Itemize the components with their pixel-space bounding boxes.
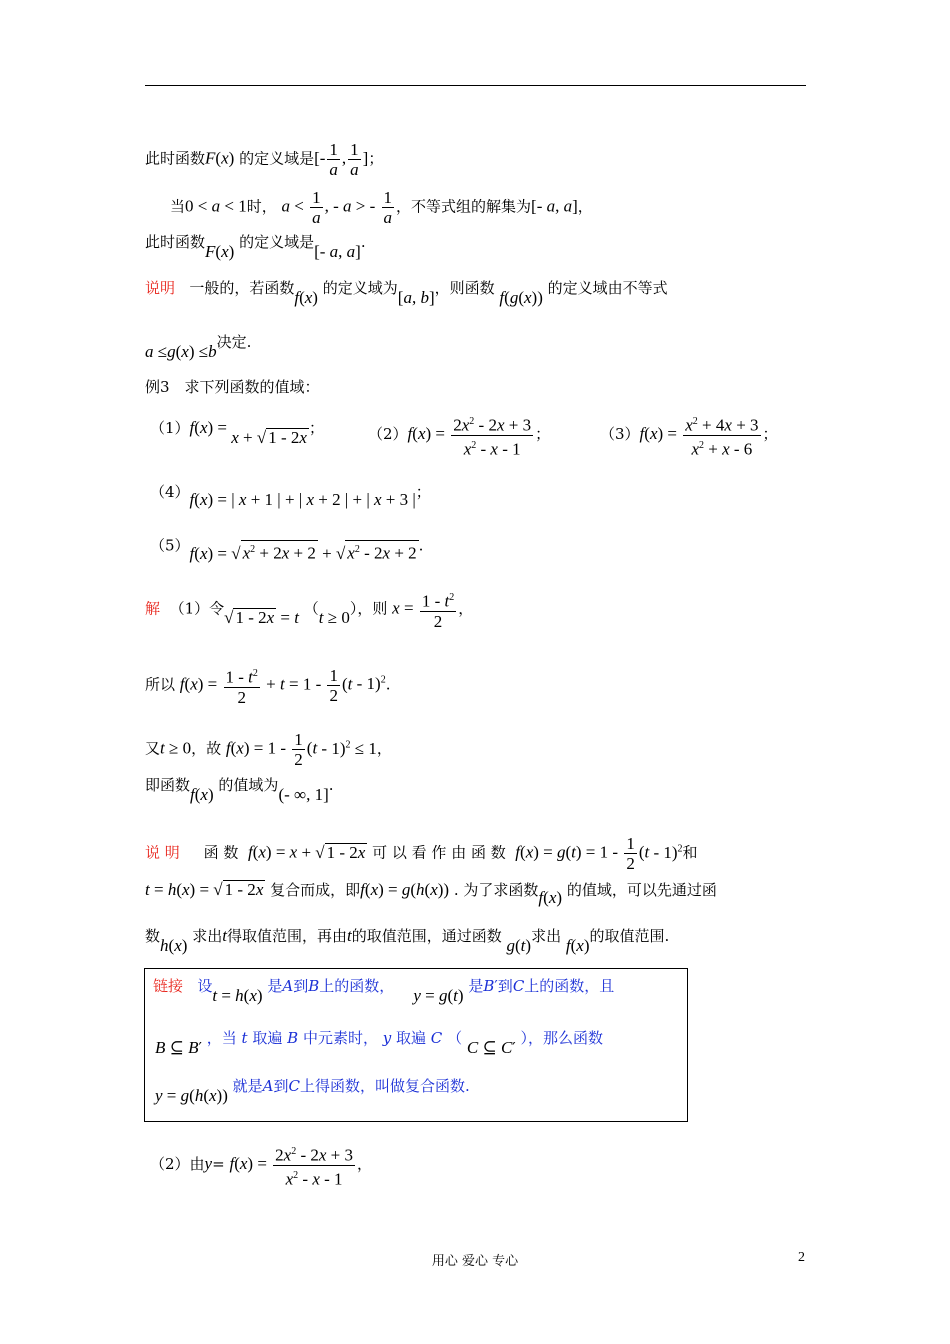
note-paragraph-2: a ≤g(x) ≤b决定.	[145, 333, 252, 361]
problem-5: （5）f(x) = √ $x^2 + 2x + 2$ + √ $x^2 - 2x + 2$ .	[150, 536, 424, 563]
header-rule	[145, 85, 806, 86]
problem-1: （1）f(x) = x + √ 1 - 2x ；	[150, 418, 324, 447]
page-number: 2	[798, 1250, 805, 1265]
line-case-2: 当0 < a < 1时， a < $\frac{1}{a}$ , - a > - $\frac{1}{a}$ ，不等式组的解集为[- a, a]，	[170, 188, 593, 227]
link-line-2: B ⊆ B′ ，当 t 取遍 B 中元素时， y 取遍 C （ C ⊆ C′ ），那么函数	[155, 1029, 603, 1057]
problem-3: （3）f(x) = $\frac{x^2 + 4x + 3}{x^2 + x - 6}$ ；	[600, 412, 778, 458]
note-2: 说 明 函 数 f(x) = x + √ 1 - 2x 可 以 看 作 由 函 数 f(x) = g(t) = 1 - $\frac{1}{2}$ (t - 1)$^2$和	[145, 834, 698, 873]
solution-2: （2）由y= f(x) = $\frac{2x^2 - 2x + 3}{x^2 - x - 1}$ ，	[150, 1142, 372, 1188]
link-line-3: y = g(h(x)) 就是A到C上得函数，叫做复合函数.	[155, 1077, 470, 1105]
example-3-heading: 例3 求下列函数的值域：	[145, 378, 320, 396]
link-line-1: 链接 设t = h(x) 是A到B上的函数， y = g(t) 是B′到C上的函数，且	[153, 977, 615, 1005]
solution-1-again: 又t ≥ 0，故 f(x) = 1 - $\frac{1}{2}$ (t - 1)$^2$ ≤ 1，	[145, 730, 392, 769]
problem-2: （2）f(x) = $\frac{2x^2 - 2x + 3}{x^2 - x - 1}$ ；	[368, 412, 550, 458]
solution-1-so: 所以 f(x) = $\frac{1 - t^2}{2}$ + t = 1 - $\frac{1}{2}$ (t - 1)$^2$.	[145, 665, 391, 707]
solution-1-range: 即函数f(x) 的值域为(- ∞, 1].	[145, 776, 334, 804]
line-domain-1: 此时函数F(x) 的定义域是[- $\frac{1}{a}$ , $\frac{1}{a}$ ]；	[145, 140, 384, 179]
problem-4: （4）f(x) = | x + 1 | + | x + 2 | + | x + 3 |；	[150, 483, 431, 509]
note-2-last: 数h(x) 求出t得取值范围，再由t的取值范围，通过函数 g(t)求出 f(x)的取值范围.	[145, 926, 670, 955]
line-domain-3: 此时函数F(x) 的定义域是[- a, a].	[145, 233, 366, 261]
note-paragraph: 说明 一般的，若函数f(x) 的定义域为[a, b]，则函数 f(g(x)) 的定义域由不等式	[145, 279, 668, 307]
footer-text: 用心 爱心 专心	[431, 1254, 519, 1269]
note-2-comp: t = h(x) = √ 1 - 2x 复合而成，即f(x) = g(h(x)) . 为了求函数f(x) 的值域，可以先通过函	[145, 880, 717, 907]
solution-1: 解 （1）令√ 1 - 2x = t （t ≥ 0），则 x = $\frac{1 - t^2}{2}$ ，	[145, 588, 473, 631]
